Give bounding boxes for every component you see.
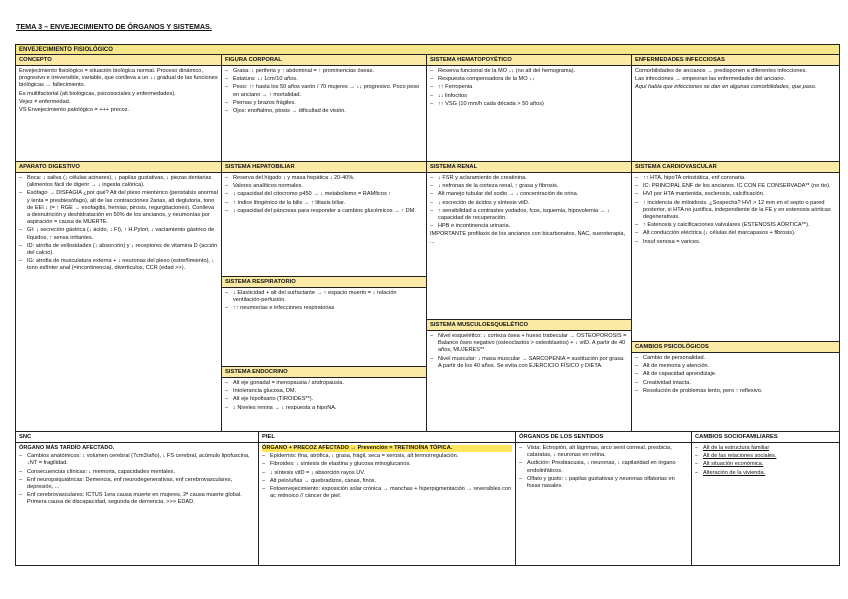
list-item: – ↑↑ Ferropenia [430,84,628,91]
list-item: – HVI por HTA mantenida, esclerosis, calcificación. [635,191,836,198]
list-item: – Piernas y brazos frágiles. [225,100,423,107]
renal-note: IMPORTANTE profilaxis de los ancianos con bicarbonatos, NAC, sueroterapia, ... [430,231,626,245]
list-item: – ↑ Estenosis y calcificaciones valvulares (ESTENOSIS AÓRTICA**). [635,222,836,229]
cell-hepatobiliar [222,162,427,277]
list-item: – ↓ excreción de ácidos y síntesis vitD. [430,200,628,207]
cell-heading: CAMBIOS SOCIOFAMILIARES [692,432,839,443]
section-band-envejecimiento: ENVEJECIMIENTO FISIOLÓGICO [16,45,839,55]
list-item: – Enf cerebrovasculares: ICTUS 1era causa muerte en mujeres, 2ª causa muerte global. Primera causa de discapacidad, segunda de demencia. >>> EDAD. [19,492,255,506]
document-title: TEMA 3 – ENVEJECIMIENTO DE ÓRGANOS Y SISTEMAS. [16,22,212,31]
list-item: – Alt pelo/uñas → quebradizos, canas, finos. [262,478,512,485]
list-item: – Reserva funcional de la MO ↓↓ (no alt del hemograma). [430,68,628,75]
cell-heading: FIGURA CORPORAL [222,55,426,66]
list-item: – Alt conducción eléctrica (↓ células del marcapasos + fibrosis). [635,230,836,237]
list-item: – ↓↓ linfocitos [430,93,628,100]
list-item: – ↓ FSR y aclaramiento de creatinina. [430,175,628,182]
list-item: – Ojos: enoftalmo, ptosis → dificultad de visión. [225,108,423,115]
list-item: – Audición: Presbiacusia, ↓ neuronas, ↓ capilaridad en órgano endolinfáticos. [519,460,688,474]
list-item: – GI: ↓ secreción gástrica (↓ ácido, ↓ FI), ↑ H.Pylori, ↓ vaciamiento gástrico de líquidos, ↑ sensa irritantes. [19,227,218,241]
list-item: – Alt de memoria y atención. [635,363,836,370]
paragraph: Vejez ≠ enfermedad. [19,98,71,105]
list-item: – Intolerancia glucosa, DM. [225,388,423,395]
list-item: – ↑ sensibilidad a contrastes yodados, fcos, isquemia, hipovolemia → ↓ capacidad de recuperación. [430,208,628,222]
list-item: – ↓ nefronas de la corteza renal, ↑ grasa y fibrosis. [430,183,628,190]
list-item: – ↓ capacidad del páncreas para responder a cambios glucémicos → ↑ DM. [225,208,423,215]
list-item: – ↓ síntesis vitD = ↓ absorción rayos UV. [262,470,512,477]
summary-table [15,44,840,566]
list-item: – Olfato y gusto: ↓ papilas gustativas y neuronas olfatorias en fosas nasales. [519,476,688,490]
list-item: – ↑↑ neumonías e infecciones respiratorias [225,305,423,312]
list-item: – Respuesta compensadora de la MO ↓↓ [430,76,628,83]
cell-snc [16,432,259,565]
cell-heading: SNC [16,432,258,443]
list-item: – Valores analíticos normales. [225,183,423,190]
list-item: – Estatura: ↓↓ 1cm/10 años. [225,76,423,83]
cell-sentidos [516,432,692,565]
list-item: – Alt de las relaciones sociales. [695,453,836,460]
paragraph: Aquí habla que infecciones se dan en algunas comorbilidades, que paso. [635,84,817,91]
cell-heading: SISTEMA ENDOCRINO [222,367,426,378]
cell-heading: CAMBIOS PSICOLÓGICOS [632,342,839,353]
list-item: – Esófago → DISFAGIA ¿por qué? Alt del plexo mientérico (peristalsis anormal y lenta = presbiesófago), alt de las contracciones 2arias, alt deglutoria, tono de EEI ↓ (= ↑ RGE → esofagitis, hernias, pirosis, regurgitaciones). Conlleva a desnutrición y deshidratación en 50% de los ancianos, y neumonías por aspiración = causa de MUERTE. [19,190,218,226]
list-item: – Creatividad intacta. [635,380,836,387]
cell-concepto [16,55,222,162]
list-item: – Alt de la estructura familiar [695,445,836,452]
list-item: – Alt eje gonadal = menopausia / andropausia. [225,380,423,387]
cell-psicologicos [632,342,839,432]
cell-heading: SISTEMA CARDIOVASCULAR [632,162,839,173]
list-item: – Insuf venosa = varices. [635,239,836,246]
list-item: – ↓ capacidad del citocromo p450 → ↓ metabolismo = RAMficos ↑ [225,191,423,198]
cell-heading: SISTEMA MUSCULOESQUELÉTICO [427,320,631,331]
cell-endocrino [222,367,427,432]
paragraph: Es multifactorial (alt biológicas, psicosociales y enfermedades). [19,90,176,97]
cell-cardiovascular [632,162,839,342]
list-item: – Boca: ↓ saliva (↓ células acinares), ↓ papilas gustativas, ↓ piezas dentarias (alimentos fácil de digerir → ↓ ingesta calórica). [19,175,218,189]
list-item: – ↑↑ VSG (10 mm/h cada década > 50 años) [430,101,628,108]
list-item: – Vista: Ectropión, alt lágrimas, arco senil corneal, presbicia, cataratas, ↓ neuronas en retina. [519,445,688,459]
subtitle: ÓRGANO + PRECOZ AFECTADO → Prevención = TRETINOÍNA TÓPICA. [262,445,512,452]
list-item: – Alt situación económica. [695,461,836,468]
list-item: – Grasa: ↓ periferia y ↑ abdominal = ↑ prominencias óseas. [225,68,423,75]
list-item: – Enf neuropsiquiátricas: Demencia, enf neurodegenerativas, enf cerebrovasculares, depresión, ... [19,477,255,491]
paragraph: VS Envejecimiento patológico = +++ precoz. [19,107,130,114]
list-item: – ↑ índice litogénico de la bilis → ↑ litiasis biliar. [225,200,423,207]
subtitle: ÓRGANO MÁS TARDÍO AFECTADO. [19,445,115,451]
list-item: – Reserva del hígado ↓ y masa hepática ↓ 20-40%. [225,175,423,182]
list-item: – Fotoenvejecimiento: exposición solar crónica → manchas + hiperpigmentación → reversibles con ac retinoico // cáncer de piel. [262,486,512,500]
paragraph: Comorbilidades de ancianos → predisponen a diferentes infecciones. [635,68,807,74]
cell-heading: SISTEMA RESPIRATORIO [222,277,426,288]
cell-heading: APARATO DIGESTIVO [16,162,221,173]
paragraph: Las infecciones → empeoran las enfermedades del anciano. [635,76,786,83]
cell-infecciosas [632,55,839,162]
cell-hematopoyetico [427,55,632,162]
cell-musculoesqueletico [427,320,632,432]
list-item: – Nivel muscular: ↓ masa muscular → SARCOPENIA = sustitución por grasa. A partir de los 40 años. Se evita con EJERCICIO FÍSICO y DIETA. [430,356,628,370]
list-item: – Alt manejo tubular del sodio → ↓ concentración de orina. [430,191,628,198]
paragraph: Envejecimiento fisiológico = situación biológica normal. Proceso dinámico, progresivo e irreversible, variable, que conlleva a un ↓↓ gradual de las funciones biológicas → fallecimiento. [19,68,218,89]
list-item: – ↓ Niveles renina → ↓ respuesta a hipoNA. [225,405,423,412]
list-item: – ID: atrofia de vellosidades (↓ absorción) y ↓ receptores de vitamina D (acción del calcio). [19,243,218,257]
cell-heading: SISTEMA HEPATOBILIAR [222,162,426,173]
list-item: – IC: PRINCIPAL ENF de los ancianos. IC CON FE CONSERVADA** (no tto). [635,183,836,190]
cell-heading: SISTEMA RENAL [427,162,631,173]
list-item: – ↑↑ HTA, hipoTA ortostática, enf coronaria. [635,175,836,182]
cell-heading: SISTEMA HEMATOPOYÉTICO [427,55,631,66]
list-item: – Alt de capacidad aprendizaje. [635,371,836,378]
cell-heading: CONCEPTO [16,55,221,66]
list-item: – Alteración de la vivienda. [695,470,836,477]
cell-heading: PIEL [259,432,515,443]
list-item: – HPB e incontinencia urinaria. [430,223,628,230]
cell-respiratorio [222,277,427,367]
list-item: – Peso: ↑↑ hasta los 50 años varón / 70 mujeres → ↓↓ progresivo. Poco peso en anciano → ↑ mortalidad. [225,84,423,98]
cell-aparato-digestivo [16,162,222,432]
cell-sociofamiliares [692,432,839,565]
list-item: – Cambio de personalidad. [635,355,836,362]
cell-heading: ÓRGANOS DE LOS SENTIDOS [516,432,691,443]
list-item: – Alt eje hipofisario (TIROIDES**). [225,396,423,403]
list-item: – Resolución de problemas lento, pero ↑ reflexivo. [635,388,836,395]
list-item: – Cambios anatómicos: ↓ volumen cerebral (7cm3/año), ↓ FS cerebral, acúmulo lipofuscina, ↓NT = fragilidad. [19,453,255,467]
list-item: – Epidermis: fina, atrófica, ↓ grasa, frágil, seca = xerosis, alt termorregulación. [262,453,512,460]
cell-heading: ENFERMEDADES INFECCIOSAS [632,55,839,66]
cell-piel [259,432,516,565]
cell-figura-corporal [222,55,427,162]
list-item: – Consecuencias clínicas: ↓ memoria, capacidades mentales. [19,469,255,476]
list-item: – Fibroides: ↓ síntesis de elastina y glucosa minoglucanos. [262,461,512,468]
list-item: – ↑ incidencia de miloidosis. ¿Sospecha? HVI > 12 mm en el septo o pared posterior, si HTA no justifica, independiente de la FE y en estenosis aórticas degenerativas. [635,200,836,222]
cell-renal [427,162,632,320]
list-item: – ↓ Elasticidad + alt del surfactante → ↑ espacio muerto = ↓ relación ventilación-perfusión. [225,290,423,304]
list-item: – IG: atrofia de musculatura externa + ↓ neuronas del plexo (estreñimiento), ↓ tono esfínter anal (=incontinencia), diverticulos, CCR (edad >>). [19,258,218,272]
list-item: – Nivel esquelético: ↓ corteza ósea + hueso trabecular → OSTEOPOROSIS = Balance óseo negativo (osteoclastos > osteoblastos) + ↓ vitD. A partir de 40 años, MUJERES** [430,333,628,355]
